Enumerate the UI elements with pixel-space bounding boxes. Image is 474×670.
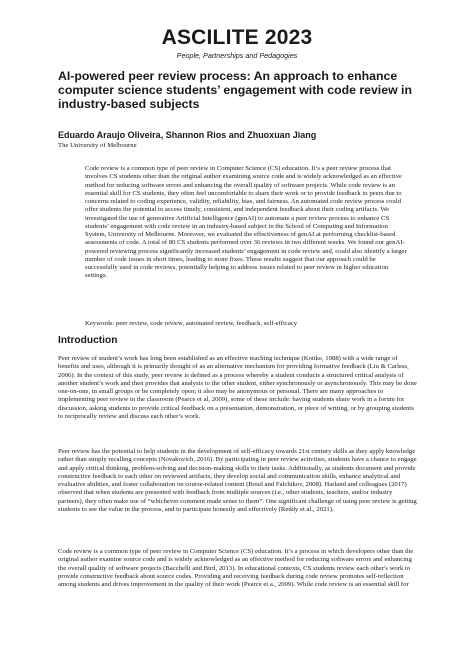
abstract: Code review is a common type of peer review in Computer Science (CS) education. It’s a peer review process that involves CS students other than the original author examining source code and is widely acknowledged as an effective method for reducing software errors and enhancing the overall quality of software projects. While code review is an essential skill for CS students, they often feel uncomfortable to share their work or to provide feedback to peers due to concerns related to coding experience, validity, reliability, bias, and fairness. An automated code review process could offer students the potential to access timely, consistent, and independent feedback about their coding artifacts. We investigated the use of generative Artificial Intelligence (genAI) to automate a peer review process to enhance CS students’ engagement with code review in an industry-based subject in the School of Computing and Information System, University of Melbourne. Moreover, we evaluated the effectiveness of genAI at performing checklist-based assessments of code. A total of 80 CS students performed over 36 reviews in two different weeks. We found our genAI-powered reviewing process significantly increased students’ engagement in code review and, could also identify a larger number of code issues in short times, leading to more fixes. These results suggest that our approach could be successfully used in code reviews, potentially helping to address issues related to peer review in higher education settings. [85,165,407,280]
paper-authors: Eduardo Araujo Oliveira, Shannon Rios and Zhuoxuan Jiang [58,130,317,140]
conference-title: ASCILITE 2023 [161,26,313,49]
conference-tagline: People, Partnerships and Pedagogies [176,51,298,60]
section-heading-introduction: Introduction [58,335,118,346]
paper-title: AI-powered peer review process: An approach to enhance computer science students’ engagement with code review in industry-based subjects [58,69,412,112]
body-paragraph: Peer review has the potential to help students in the development of self-efficacy towards 21st century skills as they apply knowledge rather than simply recalling concepts (Novakovich, 2016). By participating in peer review activities, students have a chance to engage and apply critical thinking, problem-solving and decision-making skills to their tasks. Additionally, as students document and provide constructive feedback to each other on reviewed artifacts, they develop social and communication skills, enhance analytical and evaluative abilities, and foster collaboration on course-related content (Boud and Falchikov, 2008). Harland and colleagues (2017) observed that when students are presented with feedback from multiple sources (i.e., other students, teachers, and/or industry partners), they often make use of “whichever comment made sense to them”. One significant challenge of using peer review is getting students to see the value in the process, and to participate honestly and effectively (Reddy et al., 2021). [58,448,417,513]
body-paragraph: Peer review of student’s work has long been established as an effective teaching technique (Kottke, 1988) with a wide range of benefits and uses, although it is primarily thought of as an alternative mechanism for providing formative feedback (Liu & Carless, 2006). In the context of this study, peer review is defined as a process whereby a student conducts a structured critical analysis of another student’s work and then provides that analysis to the other student, either synchronously or asynchronously. This may be done one-on-one, in small groups or be completely open; it also may be anonymous or personal. There are many approaches to implementing peer review in the classroom (Pearce et al, 2009), some of these include: having students share work in a forum for discussion, asking students to provide critical feedback on a presentation, demonstration, or piece of writing, or by grouping students to reciprocally review and discuss each other’s work. [58,355,417,420]
keywords: Keywords: peer review, code review, automated review, feedback, self-efficacy [85,320,298,327]
body-paragraph: Code review is a common type of peer review in Computer Science (CS) education. It’s a process in which developers other than the original author examine source code and is widely acknowledged as an effective method for reducing software errors and enhancing the overall quality of software projects (Bacchelli and Bird, 2013). In educational contexts, CS students review each other's work to provide constructive feedback about source codes. Providing and receiving feedback during code review promotes self-reflection among students and drives improvement in the quality of their work (Pearce et a., 2009). While code review is an essential skill for [58,548,414,588]
paper-affiliation: The University of Melbourne [58,142,137,149]
